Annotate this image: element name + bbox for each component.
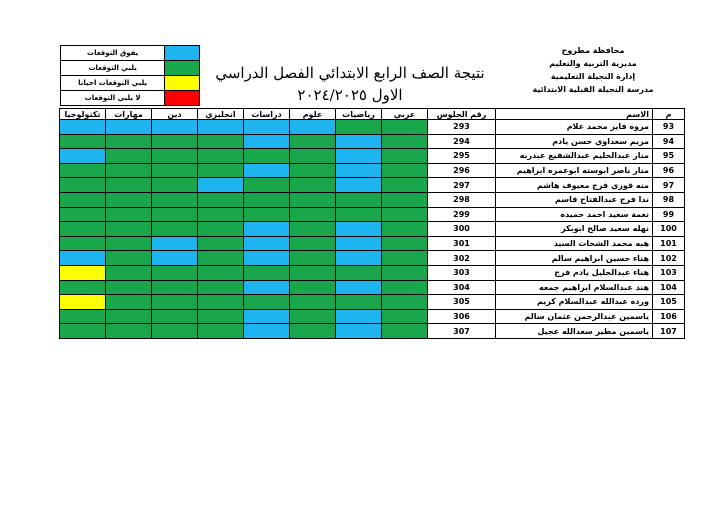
table-row (60, 120, 685, 135)
grade-cell (382, 163, 428, 178)
grade-cell (336, 149, 382, 164)
grade-cell (106, 280, 152, 295)
grade-cell (106, 192, 152, 207)
legend-item (61, 91, 200, 106)
grade-cell (336, 265, 382, 280)
grade-cell (152, 251, 198, 266)
seat-number: 306 (428, 309, 496, 324)
school-name: مدرسة النجيلة القبلية الابتدائية (532, 85, 654, 94)
row-number: 105 (653, 295, 685, 310)
grade-cell (336, 236, 382, 251)
grade-cell (244, 178, 290, 193)
table-row (60, 207, 685, 222)
seat-number: 302 (428, 251, 496, 266)
grade-cell (152, 265, 198, 280)
grade-cell (244, 309, 290, 324)
header-subject: تكنولوجيا (60, 109, 106, 120)
student-name: منار عبدالحليم عبدالشفيع عبدربه (496, 149, 653, 164)
grade-cell (244, 163, 290, 178)
table-row (60, 309, 685, 324)
seat-number: 307 (428, 324, 496, 339)
grade-cell (60, 192, 106, 207)
grade-cell (152, 236, 198, 251)
grade-cell (336, 222, 382, 237)
grade-cell (60, 295, 106, 310)
legend-swatch (165, 46, 200, 61)
header-num: م (653, 109, 685, 120)
grade-cell (290, 134, 336, 149)
grade-cell (244, 134, 290, 149)
header-row (60, 109, 685, 120)
grade-cell (382, 236, 428, 251)
grade-cell (244, 120, 290, 135)
grade-cell (244, 192, 290, 207)
grade-cell (60, 222, 106, 237)
grade-cell (106, 236, 152, 251)
grade-cell (382, 324, 428, 339)
grade-cell (290, 120, 336, 135)
header-seat: رقم الجلوس (428, 109, 496, 120)
row-number: 100 (653, 222, 685, 237)
grade-cell (152, 120, 198, 135)
grade-cell (198, 324, 244, 339)
grade-cell (198, 149, 244, 164)
grade-cell (336, 178, 382, 193)
grade-cell (106, 309, 152, 324)
grade-cell (152, 207, 198, 222)
header-subject: دراسات (244, 109, 290, 120)
student-name: هبه محمد الشحات السيد (496, 236, 653, 251)
grade-cell (60, 265, 106, 280)
table-row (60, 265, 685, 280)
header-subject: علوم (290, 109, 336, 120)
grade-cell (336, 251, 382, 266)
grade-cell (198, 163, 244, 178)
student-name: هناء عبدالجليل يادم فرج (496, 265, 653, 280)
grade-cell (152, 134, 198, 149)
row-number: 107 (653, 324, 685, 339)
grade-cell (382, 149, 428, 164)
legend-item (61, 46, 200, 61)
student-name: ياسمين عبدالرحمن عثمان سالم (496, 309, 653, 324)
grade-cell (336, 192, 382, 207)
student-name: نعمة سعيد احمد حميده (496, 207, 653, 222)
header-subject: عربي (382, 109, 428, 120)
grade-cell (290, 222, 336, 237)
page-title (210, 62, 490, 106)
grade-cell (60, 178, 106, 193)
grade-cell (382, 295, 428, 310)
grade-cell (152, 295, 198, 310)
legend-item (61, 76, 200, 91)
seat-number: 296 (428, 163, 496, 178)
header-subject: مهارات (106, 109, 152, 120)
grade-cell (382, 207, 428, 222)
grade-cell (198, 120, 244, 135)
student-name: نهله سعيد صالح ابوبكر (496, 222, 653, 237)
grade-cell (198, 207, 244, 222)
grade-cell (244, 265, 290, 280)
grade-cell (336, 120, 382, 135)
grade-cell (244, 324, 290, 339)
grade-cell (106, 251, 152, 266)
grade-cell (106, 149, 152, 164)
grade-cell (60, 309, 106, 324)
seat-number: 295 (428, 149, 496, 164)
grade-cell (60, 251, 106, 266)
grade-cell (382, 222, 428, 237)
legend-item (61, 61, 200, 76)
table-row (60, 149, 685, 164)
grade-cell (198, 265, 244, 280)
grade-cell (198, 178, 244, 193)
grade-cell (198, 134, 244, 149)
student-name: ياسمين مطير سعدالله عجيل (496, 324, 653, 339)
header-subject: دين (152, 109, 198, 120)
grade-cell (198, 222, 244, 237)
grade-cell (152, 324, 198, 339)
grade-cell (290, 251, 336, 266)
grade-cell (60, 280, 106, 295)
school-directorate: مديرية التربية والتعليم (549, 59, 637, 68)
grade-cell (106, 120, 152, 135)
table-row (60, 192, 685, 207)
seat-number: 293 (428, 120, 496, 135)
legend-table (60, 45, 200, 106)
school-header (518, 44, 668, 96)
table-row (60, 280, 685, 295)
grade-cell (198, 280, 244, 295)
grade-cell (382, 178, 428, 193)
grade-cell (290, 207, 336, 222)
student-name: مروه فايز محمد علام (496, 120, 653, 135)
grade-cell (60, 120, 106, 135)
grade-cell (106, 265, 152, 280)
results-table (59, 108, 685, 339)
grade-cell (60, 207, 106, 222)
grade-cell (244, 251, 290, 266)
grade-cell (290, 280, 336, 295)
grade-cell (290, 163, 336, 178)
table-row (60, 251, 685, 266)
row-number: 102 (653, 251, 685, 266)
grade-cell (244, 149, 290, 164)
grade-cell (60, 236, 106, 251)
grade-cell (244, 280, 290, 295)
grade-cell (336, 134, 382, 149)
grade-cell (336, 309, 382, 324)
grade-cell (152, 163, 198, 178)
grade-cell (382, 134, 428, 149)
row-number: 101 (653, 236, 685, 251)
grade-cell (382, 120, 428, 135)
grade-cell (244, 295, 290, 310)
grade-cell (336, 163, 382, 178)
grade-cell (244, 222, 290, 237)
grade-cell (106, 324, 152, 339)
row-number: 96 (653, 163, 685, 178)
row-number: 106 (653, 309, 685, 324)
student-name: مريم سعداوي حسن يادم (496, 134, 653, 149)
student-name: منار ناصر ابوسته ابوعمره ابراهيم (496, 163, 653, 178)
legend-label: يلبي التوقعات احيانا (61, 76, 165, 91)
row-number: 103 (653, 265, 685, 280)
grade-cell (382, 265, 428, 280)
grade-cell (106, 134, 152, 149)
grade-cell (290, 178, 336, 193)
grade-cell (382, 280, 428, 295)
grade-cell (106, 207, 152, 222)
grade-cell (198, 251, 244, 266)
grade-cell (290, 265, 336, 280)
grade-cell (198, 192, 244, 207)
grade-cell (152, 149, 198, 164)
grade-cell (152, 280, 198, 295)
grade-cell (290, 149, 336, 164)
seat-number: 299 (428, 207, 496, 222)
table-row (60, 163, 685, 178)
grade-cell (336, 324, 382, 339)
table-row (60, 236, 685, 251)
row-number: 95 (653, 149, 685, 164)
grade-cell (382, 309, 428, 324)
grade-cell (106, 295, 152, 310)
grade-cell (290, 324, 336, 339)
seat-number: 301 (428, 236, 496, 251)
row-number: 93 (653, 120, 685, 135)
table-row (60, 178, 685, 193)
legend-label: لا يلبي التوقعات (61, 91, 165, 106)
student-name: منه فوزي فرج معيوف هاشم (496, 178, 653, 193)
seat-number: 305 (428, 295, 496, 310)
seat-number: 294 (428, 134, 496, 149)
grade-cell (244, 207, 290, 222)
title-line-1: نتيجة الصف الرابع الابتدائي الفصل الدراسي (215, 64, 485, 82)
grade-cell (106, 222, 152, 237)
table-row (60, 134, 685, 149)
grade-cell (290, 295, 336, 310)
grade-cell (60, 134, 106, 149)
row-number: 98 (653, 192, 685, 207)
seat-number: 303 (428, 265, 496, 280)
grade-cell (198, 236, 244, 251)
grade-cell (244, 236, 290, 251)
grade-cell (106, 163, 152, 178)
table-row (60, 324, 685, 339)
grade-cell (382, 192, 428, 207)
grade-cell (152, 222, 198, 237)
title-line-2: الاول ٢٠٢٤/٢٠٢٥ (297, 86, 403, 104)
grade-cell (336, 280, 382, 295)
grade-cell (60, 163, 106, 178)
grade-cell (336, 295, 382, 310)
row-number: 99 (653, 207, 685, 222)
legend-label: يلبي التوقعات (61, 61, 165, 76)
legend-swatch (165, 91, 200, 106)
school-administration: إدارة النجيلة التعليمية (550, 72, 636, 81)
grade-cell (198, 295, 244, 310)
grade-cell (336, 207, 382, 222)
seat-number: 300 (428, 222, 496, 237)
grade-cell (198, 309, 244, 324)
legend-swatch (165, 61, 200, 76)
school-governorate: محافظة مطروح (561, 46, 625, 55)
row-number: 104 (653, 280, 685, 295)
row-number: 94 (653, 134, 685, 149)
grade-cell (60, 149, 106, 164)
student-name: ورده عبدالله عبدالسلام كريم (496, 295, 653, 310)
header-name: الاسم (496, 109, 653, 120)
grade-cell (290, 236, 336, 251)
seat-number: 304 (428, 280, 496, 295)
grade-cell (106, 178, 152, 193)
grade-cell (290, 192, 336, 207)
grade-cell (152, 178, 198, 193)
legend-label: يفوق التوقعات (61, 46, 165, 61)
seat-number: 297 (428, 178, 496, 193)
student-name: ندا فرج عبدالفتاح قاسم (496, 192, 653, 207)
legend-body (61, 46, 200, 106)
row-number: 97 (653, 178, 685, 193)
results-body (60, 120, 685, 339)
grade-cell (152, 309, 198, 324)
grade-cell (152, 192, 198, 207)
table-row (60, 222, 685, 237)
table-row (60, 295, 685, 310)
student-name: هناء حسين ابراهيم سالم (496, 251, 653, 266)
student-name: هند عبدالسلام ابراهيم جمعه (496, 280, 653, 295)
grade-cell (290, 309, 336, 324)
grade-cell (60, 324, 106, 339)
seat-number: 298 (428, 192, 496, 207)
legend-swatch (165, 76, 200, 91)
header-subject: انجليزي (198, 109, 244, 120)
header-subject: رياضيات (336, 109, 382, 120)
grade-cell (382, 251, 428, 266)
